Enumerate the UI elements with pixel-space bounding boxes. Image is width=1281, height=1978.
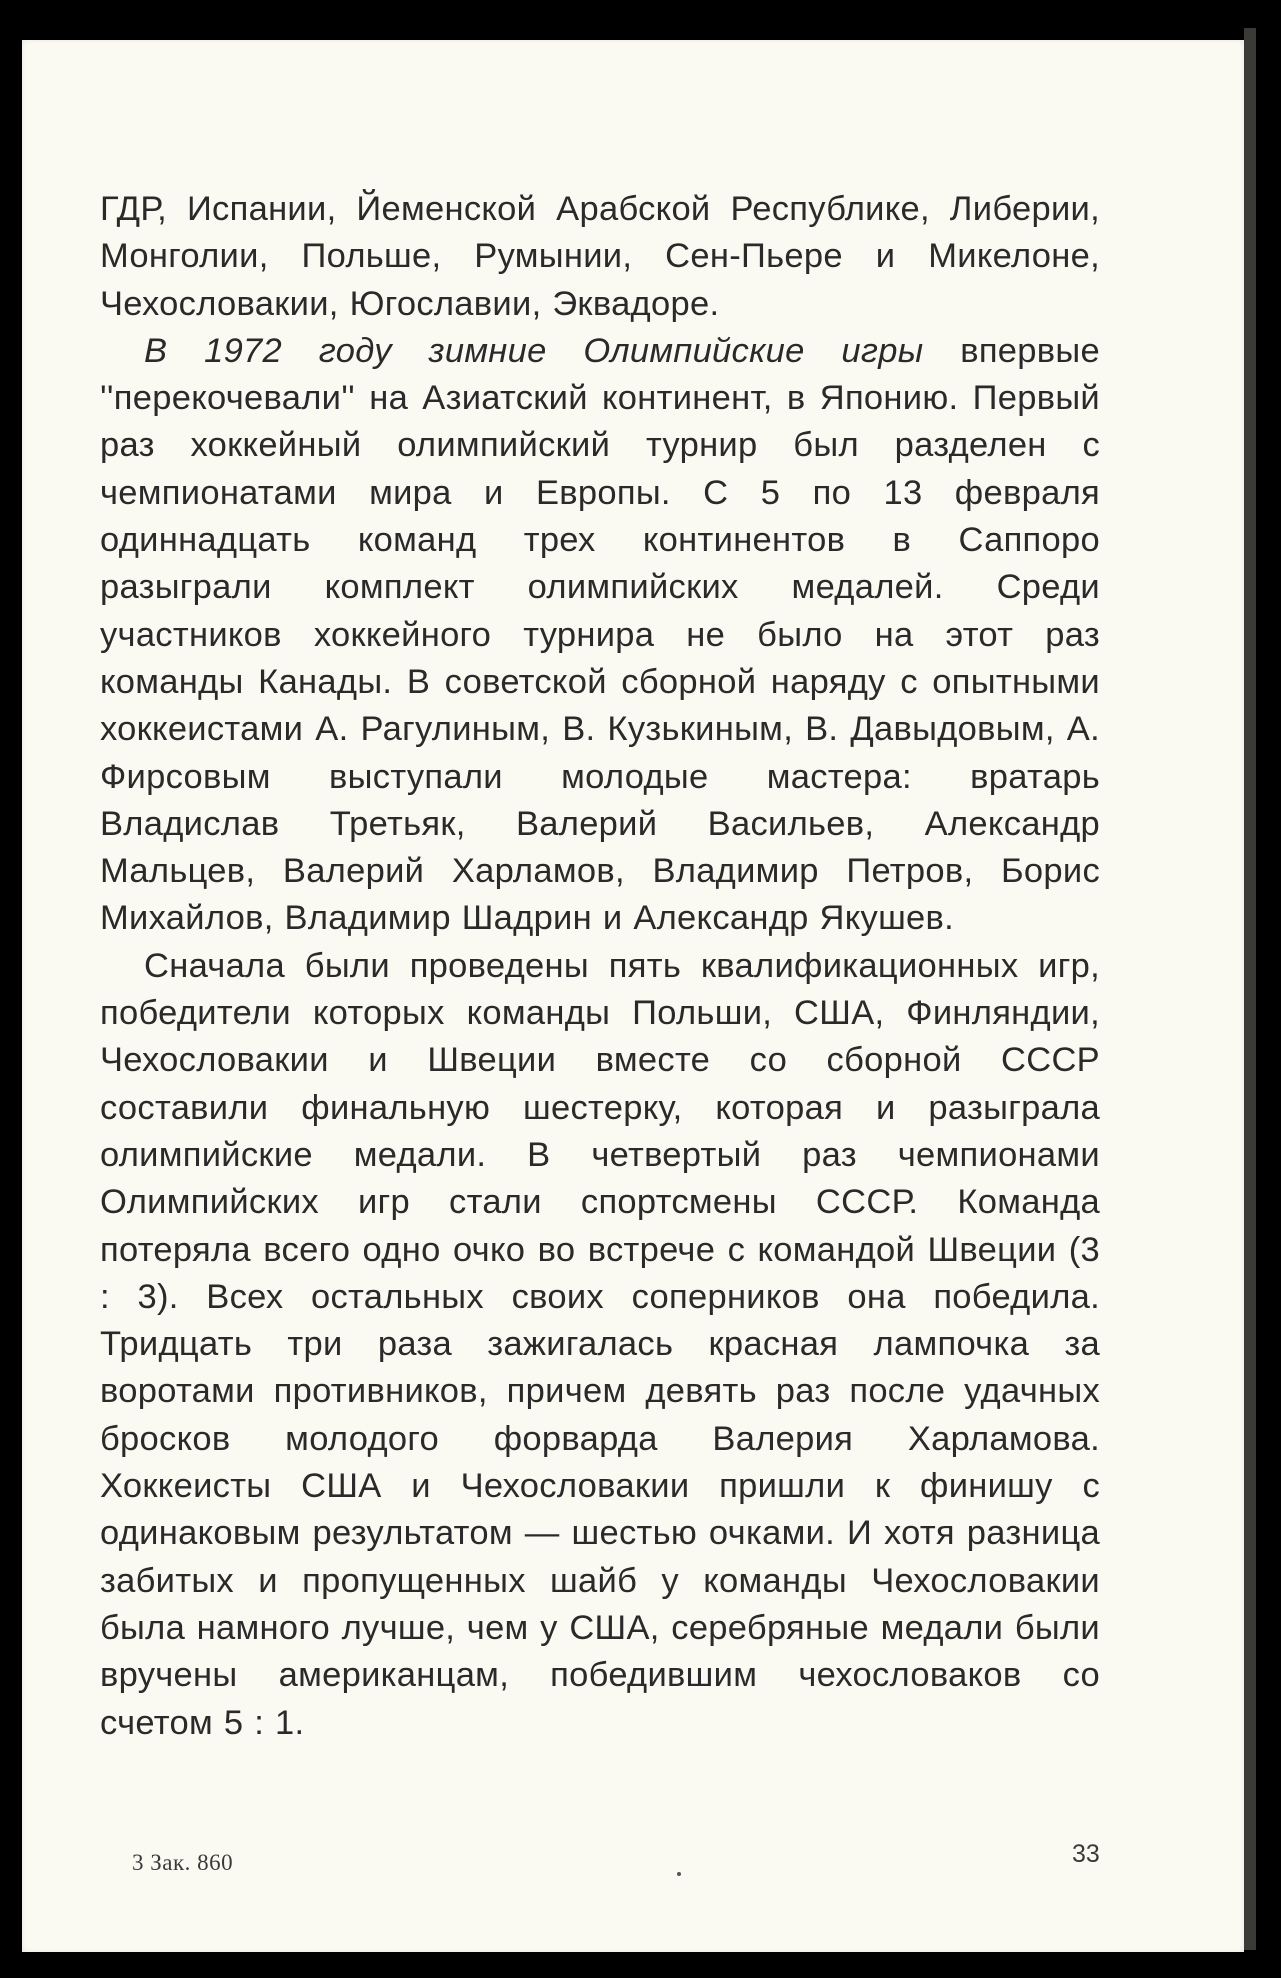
print-speck bbox=[677, 1872, 681, 1876]
paragraph-2-italic-lead: В 1972 году зимние Олимпийские игры bbox=[144, 331, 924, 370]
paragraph-2 bbox=[100, 328, 1100, 943]
book-page bbox=[22, 40, 1244, 1952]
paragraph-3 bbox=[100, 943, 1100, 1747]
paragraph-2-text: впервые ''перекочевали'' на Азиатский континент, в Японию. Первый раз хоккейный олимпийский турнир был разделен с чемпионатами мира и Европы. С 5 по 13 февраля одиннадцать команд трех континентов в Саппоро разыграли комплект олимпийских медалей. Среди участников хоккейного турнира не было на этот раз команды Канады. В советской сборной наряду с опытными хоккеистами А. Рагулиным, В. Кузькиным, В. Давыдовым, А. Фирсовым выступали молодые мастера: вратарь Владислав Третьяк, Валерий Васильев, Александр Мальцев, Валерий Харламов, Владимир Петров, Борис Михайлов, Владимир Шадрин и Александр Якушев. bbox=[100, 331, 1100, 938]
paragraph-1-text: ГДР, Испании, Йеменской Арабской Республике, Либерии, Монголии, Польше, Румынии, Сен-Пьере и Микелоне, Чехословакии, Югославии, Эквадоре. bbox=[100, 190, 1100, 323]
page-edge-shadow bbox=[1244, 28, 1256, 1950]
page-number: 33 bbox=[1072, 1840, 1100, 1868]
printing-order-mark: 3 Зак. 860 bbox=[132, 1850, 234, 1875]
paragraph-3-text: Сначала были проведены пять квалификационных игр, победители которых команды Польши, США, Финляндии, Чехословакии и Швеции вместе со сборной СССР составили финальную шестерку, которая и разыграла олимпийские медали. В четвертый раз чемпионами Олимпийских игр стали спортсмены СССР. Команда потеряла всего одно очко во встрече с командой Швеции (3 : 3). Всех остальных своих соперников она победила. Тридцать три раза зажигалась красная лампочка за воротами противников, причем девять раз после удачных бросков молодого форварда Валерия Харламова. Хоккеисты США и Чехословакии пришли к финишу с одинаковым результатом — шестью очками. И хотя разница забитых и пропущенных шайб у команды Чехословакии была намного лучше, чем у США, серебряные медали были вручены американцам, победившим чехословаков со счетом 5 : 1. bbox=[100, 946, 1100, 1742]
page-body-text bbox=[100, 186, 1100, 1747]
paragraph-1 bbox=[100, 186, 1100, 328]
